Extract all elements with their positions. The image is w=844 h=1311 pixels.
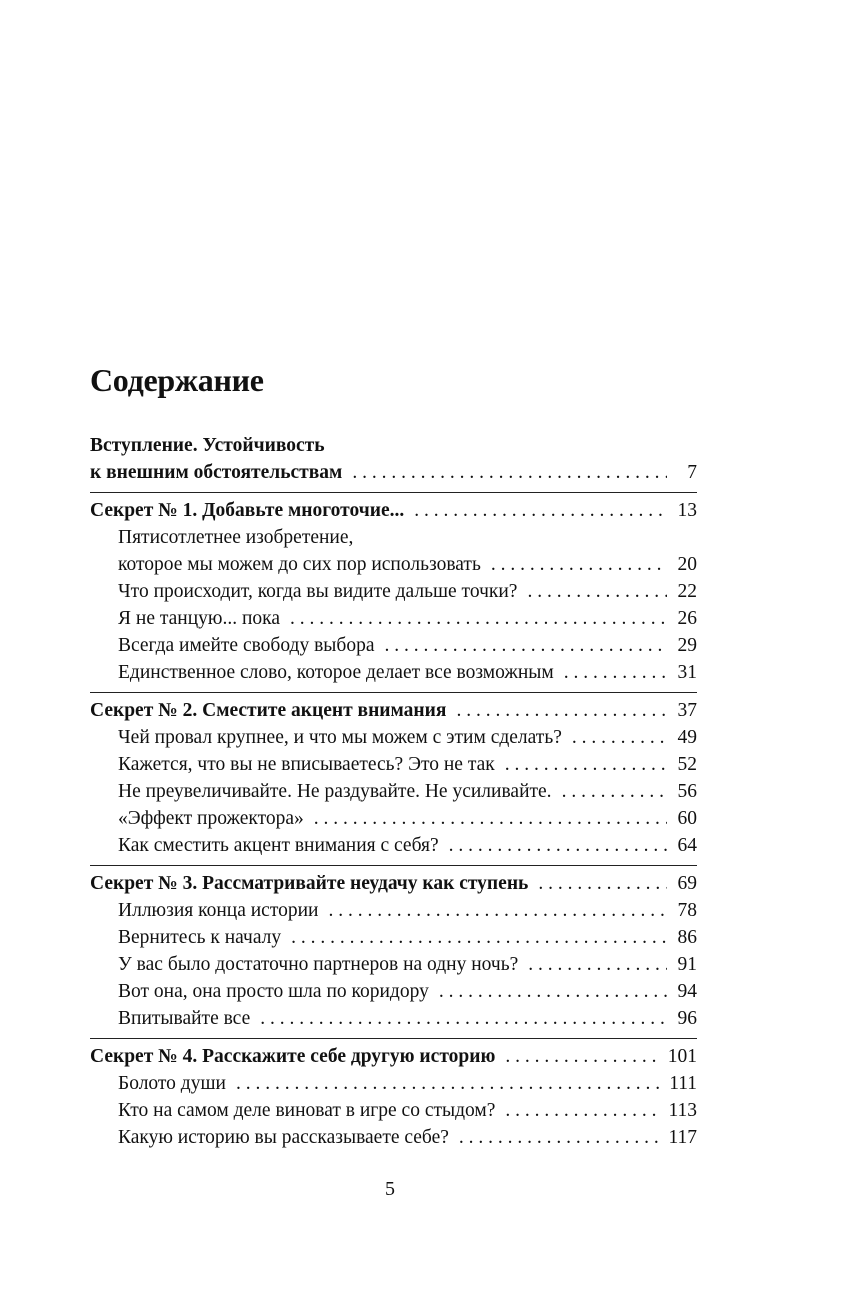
dot-leader	[456, 697, 667, 724]
toc-entry-title-line: Что происходит, когда вы видите дальше точки?	[118, 581, 518, 602]
toc-section	[90, 693, 697, 866]
toc-page-number: 96	[677, 1008, 697, 1029]
dot-leader	[572, 724, 667, 751]
dot-leader	[562, 778, 667, 805]
toc-subsection-entry	[90, 751, 697, 778]
toc-subsection-entry	[90, 632, 697, 659]
toc-subsection-entry	[90, 832, 697, 859]
toc-entry-title-line: к внешним обстоятельствам	[90, 462, 343, 483]
toc-page-number: 13	[677, 500, 697, 521]
toc-section	[90, 428, 697, 493]
dot-leader	[505, 751, 667, 778]
toc-entry-title-line: У вас было достаточно партнеров на одну ночь?	[118, 954, 519, 975]
toc-subsection-entry	[90, 805, 697, 832]
toc-page-number: 29	[677, 635, 697, 656]
toc-entry-title-line: Вступление. Устойчивость	[90, 435, 325, 456]
toc-section-entry	[90, 697, 697, 724]
dot-leader	[564, 659, 667, 686]
toc-section-entry	[90, 497, 697, 524]
toc-page-number: 94	[677, 981, 697, 1002]
toc-page-number: 37	[677, 700, 697, 721]
dot-leader	[384, 632, 667, 659]
toc-page-number: 20	[677, 554, 697, 575]
toc-page-number: 113	[668, 1100, 697, 1121]
toc-entry-title-line: которое мы можем до сих пор использовать	[118, 554, 481, 575]
toc-page-number: 78	[677, 900, 697, 921]
toc-entry-title-line: Впитывайте все	[118, 1008, 251, 1029]
dot-leader	[505, 1043, 659, 1070]
toc-page-number: 52	[677, 754, 697, 775]
dot-leader	[328, 897, 667, 924]
toc-page-number: 22	[677, 581, 697, 602]
toc-entry-title-line: Как сместить акцент внимания с себя?	[118, 835, 439, 856]
toc-page-number: 91	[677, 954, 697, 975]
toc-page-number: 49	[677, 727, 697, 748]
toc-entry-title-line: Секрет № 2. Сместите акцент внимания	[90, 700, 447, 721]
toc-entry-title-line: Секрет № 3. Рассматривайте неудачу как ступень	[90, 873, 529, 894]
toc-page-number: 7	[687, 462, 697, 483]
toc-subsection-entry	[90, 1097, 697, 1124]
dot-leader	[528, 951, 667, 978]
toc-section	[90, 493, 697, 693]
toc-page-number: 69	[677, 873, 697, 894]
toc-subsection-entry	[90, 951, 697, 978]
toc-page-number: 111	[669, 1073, 697, 1094]
toc-page-number: 64	[677, 835, 697, 856]
toc-entry-title-line: Пятисотлетнее изобретение,	[118, 527, 354, 548]
toc-page-number: 26	[677, 608, 697, 629]
toc-entry-title-line: Не преувеличивайте. Не раздувайте. Не усиливайте.	[118, 781, 552, 802]
dot-leader	[414, 497, 667, 524]
toc-page-number: 86	[677, 927, 697, 948]
dot-leader	[352, 459, 667, 486]
toc-subsection-entry	[90, 659, 697, 686]
toc-entry-title-line: Какую историю вы рассказываете себе?	[118, 1127, 449, 1148]
toc-subsection-entry	[90, 578, 697, 605]
dot-leader	[538, 870, 667, 897]
toc-page-number: 101	[667, 1046, 697, 1067]
toc-subsection-entry	[90, 778, 697, 805]
toc-entry-title-line: Иллюзия конца истории	[118, 900, 319, 921]
toc-entry-title-line: Кто на самом деле виноват в игре со стыдом?	[118, 1100, 496, 1121]
dot-leader	[459, 1124, 661, 1151]
toc-entry-title-line: Чей провал крупнее, и что мы можем с этим сделать?	[118, 727, 562, 748]
toc-subsection-entry	[90, 724, 697, 751]
toc-subsection-entry	[90, 924, 697, 951]
toc-section	[90, 1039, 697, 1157]
toc-entry-title-line: Секрет № 1. Добавьте многоточие...	[90, 500, 405, 521]
dot-leader	[491, 551, 667, 578]
dot-leader	[439, 978, 667, 1005]
dot-leader	[449, 832, 667, 859]
toc-entry-title-line: Болото души	[118, 1073, 226, 1094]
toc-section-entry	[90, 1043, 697, 1070]
toc-entry-title-line: Вернитесь к началу	[118, 927, 282, 948]
toc-page-number: 56	[677, 781, 697, 802]
dot-leader	[291, 924, 667, 951]
toc-subsection-entry	[90, 1070, 697, 1097]
toc-entry-title-line: Вот она, она просто шла по коридору	[118, 981, 429, 1002]
dot-leader	[314, 805, 667, 832]
toc-section	[90, 866, 697, 1039]
toc-section-entry	[90, 432, 697, 486]
dot-leader	[527, 578, 667, 605]
dot-leader	[260, 1005, 667, 1032]
toc-subsection-entry	[90, 897, 697, 924]
toc-entry-title-line: Всегда имейте свободу выбора	[118, 635, 375, 656]
toc-page-number: 60	[677, 808, 697, 829]
toc-subsection-entry	[90, 978, 697, 1005]
toc-subsection-entry	[90, 1124, 697, 1151]
toc-subsection-entry	[90, 1005, 697, 1032]
toc-subsection-entry	[90, 605, 697, 632]
dot-leader	[505, 1097, 660, 1124]
table-of-contents	[90, 428, 697, 1157]
toc-entry-title-line: Кажется, что вы не вписываетесь? Это не так	[118, 754, 495, 775]
dot-leader	[236, 1070, 661, 1097]
toc-entry-title-line: «Эффект прожектора»	[118, 808, 304, 829]
toc-section-entry	[90, 870, 697, 897]
toc-subsection-entry	[90, 524, 697, 578]
toc-entry-title-line: Я не танцую... пока	[118, 608, 280, 629]
page-title: Содержание	[90, 362, 264, 398]
dot-leader	[290, 605, 667, 632]
toc-entry-title-line: Секрет № 4. Расскажите себе другую историю	[90, 1046, 496, 1067]
toc-page-number: 31	[677, 662, 697, 683]
toc-page-number: 117	[668, 1127, 697, 1148]
page-number: 5	[385, 1178, 395, 1200]
toc-entry-title-line: Единственное слово, которое делает все возможным	[118, 662, 554, 683]
